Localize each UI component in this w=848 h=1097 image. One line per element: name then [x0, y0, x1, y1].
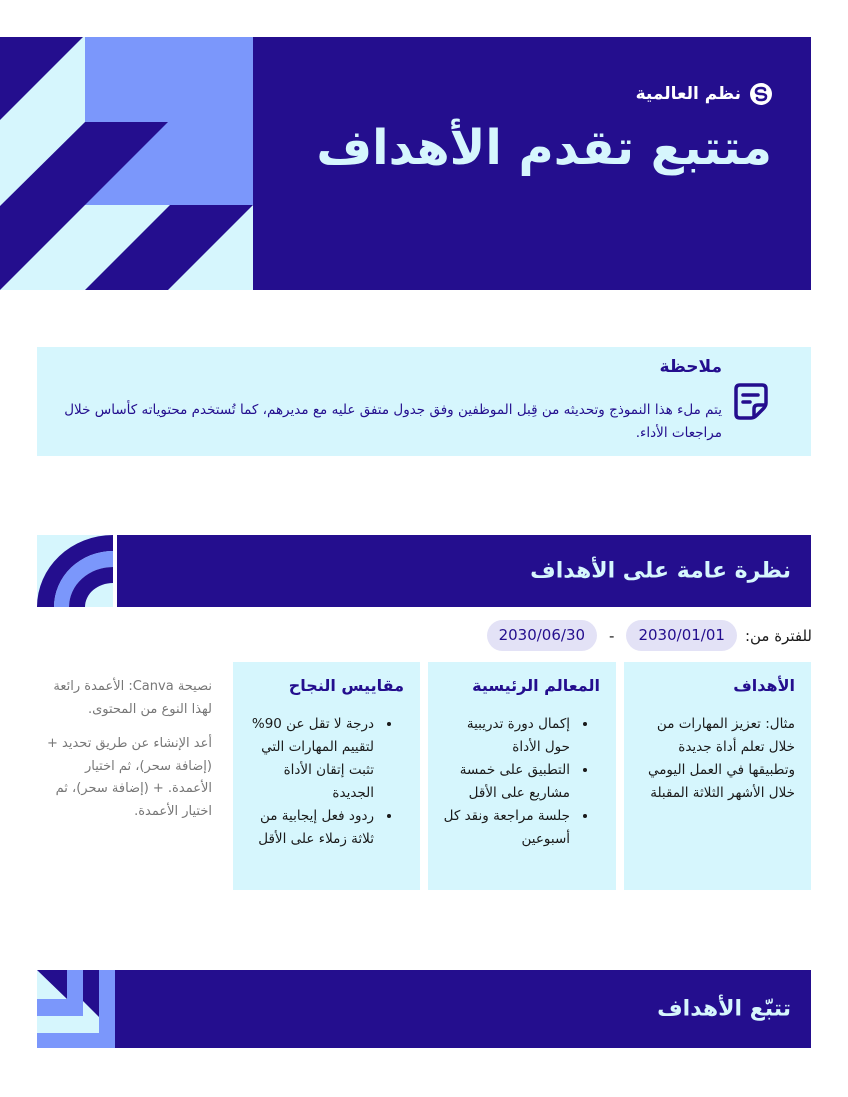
goals-column-text: مثال: تعزيز المهارات من خلال تعلم أداة جديدة وتطبيقها في العمل اليومي خلال الأشهر الثلاثة المقبلة	[647, 716, 795, 801]
success-metrics-column	[233, 662, 420, 890]
date-separator: -	[609, 626, 615, 645]
tip-paragraph-2: أعد الإنشاء عن طريق تحديد + (إضافة سحر)، ثم اختيار الأعمدة. + (إضافة سحر)، ثم اختيار الأعمدة.	[47, 736, 212, 819]
goals-column-title: الأهداف	[733, 676, 795, 695]
list-item: • درجة لا تقل عن 90% لتقييم المهارات التي تثبت إتقان الأداة الجديدة	[245, 713, 376, 805]
period-label: للفترة من:	[744, 626, 812, 645]
s-circle-logo-icon	[749, 82, 773, 106]
note-body: يتم ملء هذا النموذج وتحديثه من قِبل الموظفين وفق جدول متفق عليه مع مديرهم، كما تُستخدم محتوياته كأساس خلال مراجعات الأداء.	[64, 402, 722, 441]
milestones-list	[440, 713, 600, 851]
brand-name: نظم العالمية	[635, 84, 741, 104]
milestones-column	[428, 662, 616, 890]
tracking-title: تتبّع الأهداف	[657, 996, 791, 1022]
page-title: متتبع تقدم الأهداف	[316, 120, 772, 176]
list-item: • التطبيق على خمسة مشاريع على الأقل	[440, 759, 572, 805]
list-item: • جلسة مراجعة ونقد كل أسبوعين	[440, 805, 572, 851]
success-metrics-column-title: مقاييس النجاح	[288, 676, 404, 695]
note-title: ملاحظة	[659, 357, 722, 377]
quarter-arcs-icon	[37, 535, 113, 607]
geometric-pattern-icon	[0, 37, 253, 290]
list-item: • إكمال دورة تدريبية حول الأداة	[440, 713, 572, 759]
canva-tip	[40, 676, 212, 823]
start-date-field[interactable]: 2030/01/01	[626, 620, 736, 651]
sticky-note-icon	[731, 379, 771, 423]
milestones-column-title: المعالم الرئيسية	[472, 676, 600, 695]
success-metrics-list	[245, 713, 404, 851]
tracking-section-header	[115, 970, 811, 1048]
overview-title: نظرة عامة على الأهداف	[530, 558, 791, 584]
tip-paragraph-1: نصيحة Canva: الأعمدة رائعة لهذا النوع من المحتوى.	[53, 679, 212, 717]
goals-column	[624, 662, 811, 890]
period-row	[487, 620, 812, 651]
nested-corners-icon	[37, 970, 115, 1048]
note-callout	[37, 347, 811, 456]
end-date-field[interactable]: 2030/06/30	[487, 620, 597, 651]
overview-section-header	[117, 535, 811, 607]
list-item: • ردود فعل إيجابية من ثلاثة زملاء على الأقل	[245, 805, 376, 851]
brand	[636, 82, 773, 106]
